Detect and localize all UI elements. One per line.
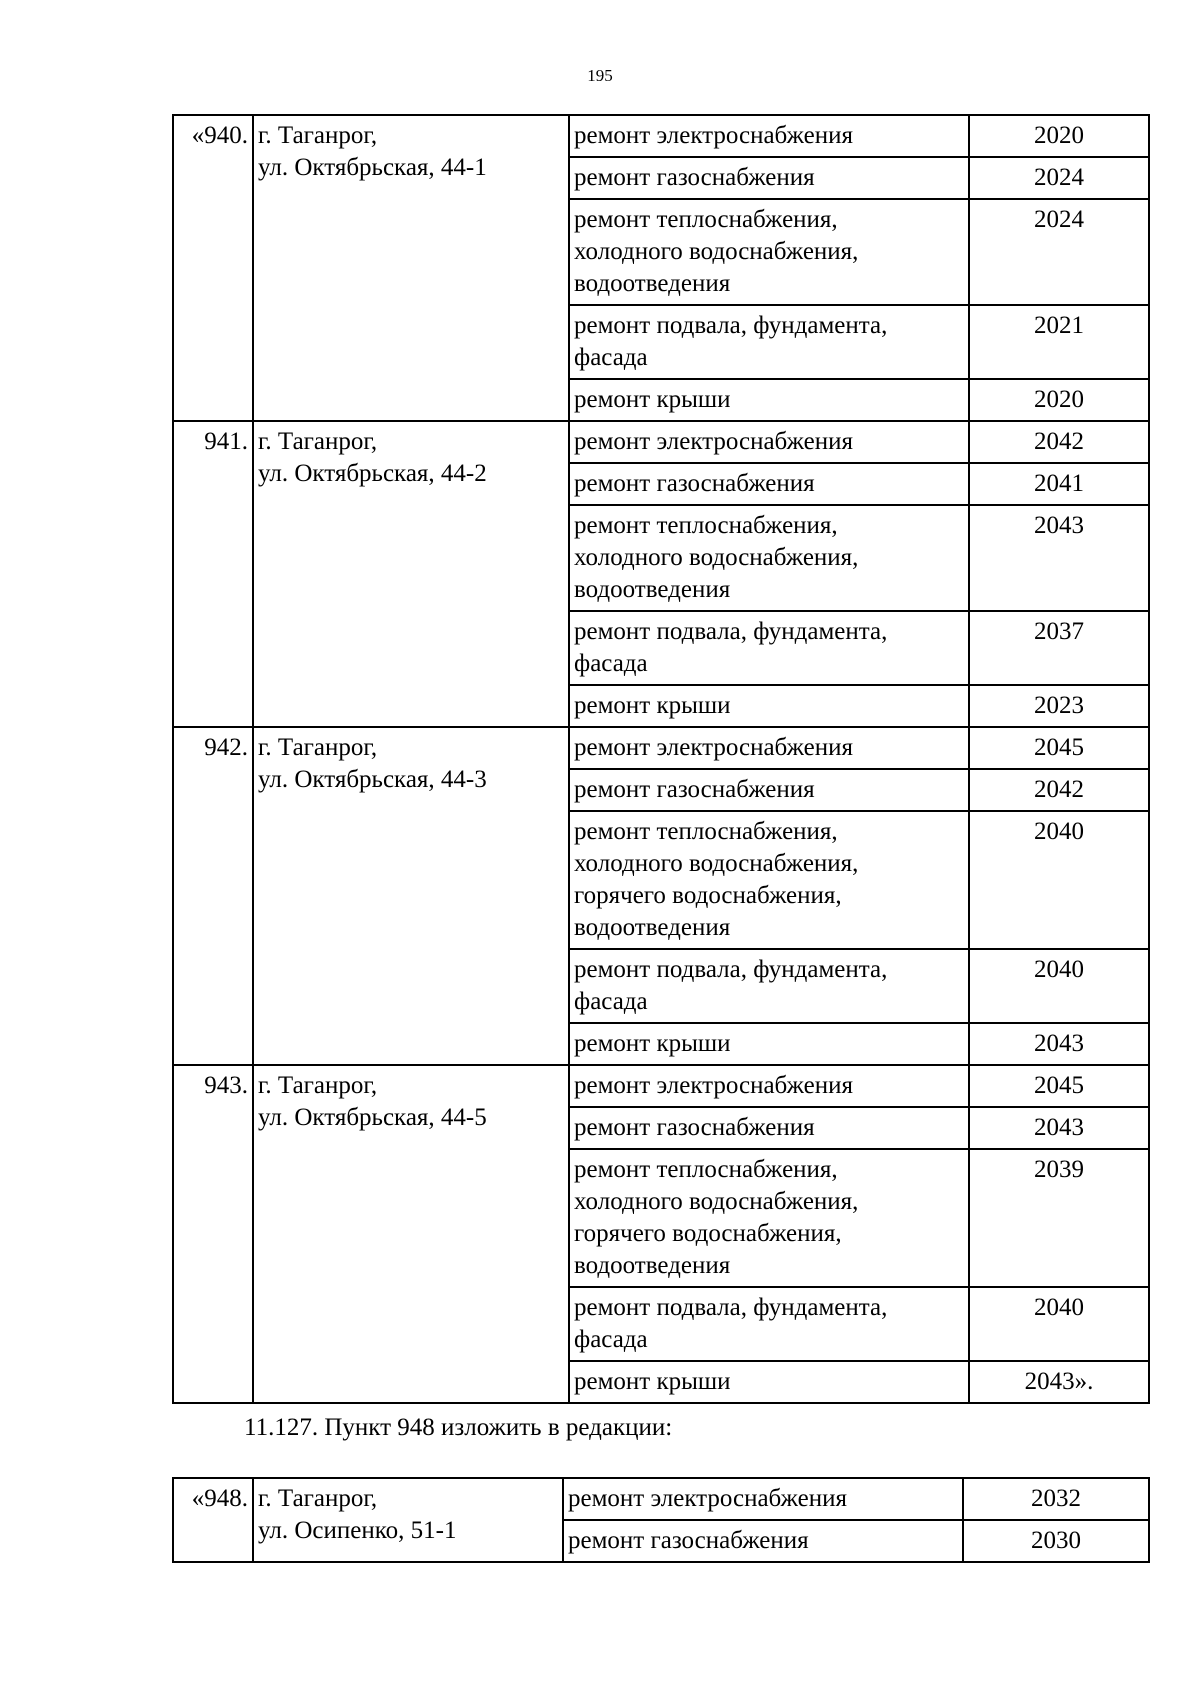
address-line: г. Таганрог, xyxy=(258,428,378,455)
work-type-cell xyxy=(569,611,969,685)
work-type-line: ремонт крыши xyxy=(574,692,731,719)
table-row xyxy=(173,727,1149,769)
address-line: ул. Октябрьская, 44-1 xyxy=(258,154,487,181)
work-type-line: ремонт крыши xyxy=(574,1030,731,1057)
address-line: г. Таганрог, xyxy=(258,734,378,761)
work-type-cell xyxy=(569,1023,969,1065)
work-type-cell xyxy=(569,115,969,157)
work-type-cell xyxy=(569,727,969,769)
work-type-cell xyxy=(569,1361,969,1403)
work-type-cell xyxy=(569,1149,969,1287)
work-type-line: ремонт теплоснабжения, xyxy=(574,512,838,539)
work-type-line: ремонт теплоснабжения, xyxy=(574,206,838,233)
year-cell: 2032 xyxy=(963,1478,1149,1520)
work-type-cell xyxy=(569,949,969,1023)
address-line: г. Таганрог, xyxy=(258,122,378,149)
year-cell: 2045 xyxy=(969,1065,1149,1107)
work-type-line: ремонт электроснабжения xyxy=(568,1485,847,1512)
year-cell: 2043 xyxy=(969,1107,1149,1149)
item-number: «940. xyxy=(173,115,253,421)
work-type-cell xyxy=(569,769,969,811)
year-cell: 2030 xyxy=(963,1520,1149,1562)
repair-schedule-table xyxy=(172,114,1150,1404)
work-type-line: ремонт электроснабжения xyxy=(574,734,853,761)
work-type-cell xyxy=(569,1107,969,1149)
year-cell: 2037 xyxy=(969,611,1149,685)
work-type-line: ремонт крыши xyxy=(574,386,731,413)
address-line: ул. Октябрьская, 44-3 xyxy=(258,766,487,793)
work-type-line: ремонт газоснабжения xyxy=(574,776,815,803)
work-type-line: ремонт подвала, фундамента, xyxy=(574,1294,888,1321)
work-type-line: ремонт электроснабжения xyxy=(574,1072,853,1099)
work-type-cell xyxy=(569,811,969,949)
work-type-cell xyxy=(569,1287,969,1361)
work-type-line: ремонт газоснабжения xyxy=(574,470,815,497)
work-type-line: фасада xyxy=(574,344,648,371)
year-cell: 2021 xyxy=(969,305,1149,379)
work-type-line: холодного водоснабжения, xyxy=(574,544,859,571)
address-cell xyxy=(253,115,569,421)
work-type-line: холодного водоснабжения, xyxy=(574,238,859,265)
year-cell: 2023 xyxy=(969,685,1149,727)
work-type-line: ремонт подвала, фундамента, xyxy=(574,956,888,983)
year-cell: 2042 xyxy=(969,421,1149,463)
work-type-line: ремонт теплоснабжения, xyxy=(574,1156,838,1183)
work-type-line: водоотведения xyxy=(574,270,731,297)
item-number: 943. xyxy=(173,1065,253,1403)
page-number: 195 xyxy=(587,66,613,85)
work-type-line: ремонт электроснабжения xyxy=(574,122,853,149)
table-row xyxy=(173,1065,1149,1107)
repair-schedule-table-948 xyxy=(172,1477,1150,1563)
address-cell xyxy=(253,1478,563,1562)
work-type-cell xyxy=(569,685,969,727)
address-cell xyxy=(253,1065,569,1403)
year-cell: 2020 xyxy=(969,379,1149,421)
work-type-cell xyxy=(563,1478,963,1520)
work-type-line: ремонт подвала, фундамента, xyxy=(574,312,888,339)
work-type-line: фасада xyxy=(574,1326,648,1353)
address-line: г. Таганрог, xyxy=(258,1485,378,1512)
work-type-line: холодного водоснабжения, xyxy=(574,850,859,877)
item-number: 941. xyxy=(173,421,253,727)
work-type-line: холодного водоснабжения, xyxy=(574,1188,859,1215)
year-cell: 2040 xyxy=(969,1287,1149,1361)
work-type-line: горячего водоснабжения, xyxy=(574,882,842,909)
instruction-text: 11.127. Пункт 948 изложить в редакции: xyxy=(244,1414,673,1441)
year-cell: 2043 xyxy=(969,1023,1149,1065)
work-type-line: ремонт газоснабжения xyxy=(568,1527,809,1554)
work-type-cell xyxy=(569,379,969,421)
work-type-line: фасада xyxy=(574,988,648,1015)
repair-schedule-body xyxy=(173,115,1149,1403)
year-cell: 2043 xyxy=(969,505,1149,611)
work-type-line: ремонт теплоснабжения, xyxy=(574,818,838,845)
work-type-line: водоотведения xyxy=(574,914,731,941)
work-type-cell xyxy=(563,1520,963,1562)
work-type-cell xyxy=(569,305,969,379)
year-cell: 2042 xyxy=(969,769,1149,811)
table-row xyxy=(173,421,1149,463)
work-type-line: фасада xyxy=(574,650,648,677)
work-type-cell xyxy=(569,421,969,463)
work-type-line: ремонт газоснабжения xyxy=(574,164,815,191)
work-type-line: ремонт электроснабжения xyxy=(574,428,853,455)
work-type-cell xyxy=(569,157,969,199)
year-cell: 2040 xyxy=(969,949,1149,1023)
item-number: 942. xyxy=(173,727,253,1065)
year-cell: 2024 xyxy=(969,157,1149,199)
address-cell xyxy=(253,727,569,1065)
work-type-cell xyxy=(569,199,969,305)
work-type-line: водоотведения xyxy=(574,1252,731,1279)
repair-schedule-body-948 xyxy=(173,1478,1149,1562)
year-cell: 2045 xyxy=(969,727,1149,769)
address-line: ул. Октябрьская, 44-5 xyxy=(258,1104,487,1131)
work-type-cell xyxy=(569,505,969,611)
year-cell: 2024 xyxy=(969,199,1149,305)
year-cell: 2039 xyxy=(969,1149,1149,1287)
address-line: ул. Осипенко, 51-1 xyxy=(258,1517,457,1544)
work-type-line: ремонт газоснабжения xyxy=(574,1114,815,1141)
address-line: ул. Октябрьская, 44-2 xyxy=(258,460,487,487)
table-row xyxy=(173,1478,1149,1520)
year-cell: 2040 xyxy=(969,811,1149,949)
work-type-line: ремонт крыши xyxy=(574,1368,731,1395)
year-cell: 2043». xyxy=(969,1361,1149,1403)
table-row xyxy=(173,115,1149,157)
work-type-line: ремонт подвала, фундамента, xyxy=(574,618,888,645)
item-number: «948. xyxy=(173,1478,253,1562)
work-type-line: горячего водоснабжения, xyxy=(574,1220,842,1247)
work-type-cell xyxy=(569,1065,969,1107)
work-type-line: водоотведения xyxy=(574,576,731,603)
year-cell: 2041 xyxy=(969,463,1149,505)
year-cell: 2020 xyxy=(969,115,1149,157)
address-cell xyxy=(253,421,569,727)
work-type-cell xyxy=(569,463,969,505)
address-line: г. Таганрог, xyxy=(258,1072,378,1099)
